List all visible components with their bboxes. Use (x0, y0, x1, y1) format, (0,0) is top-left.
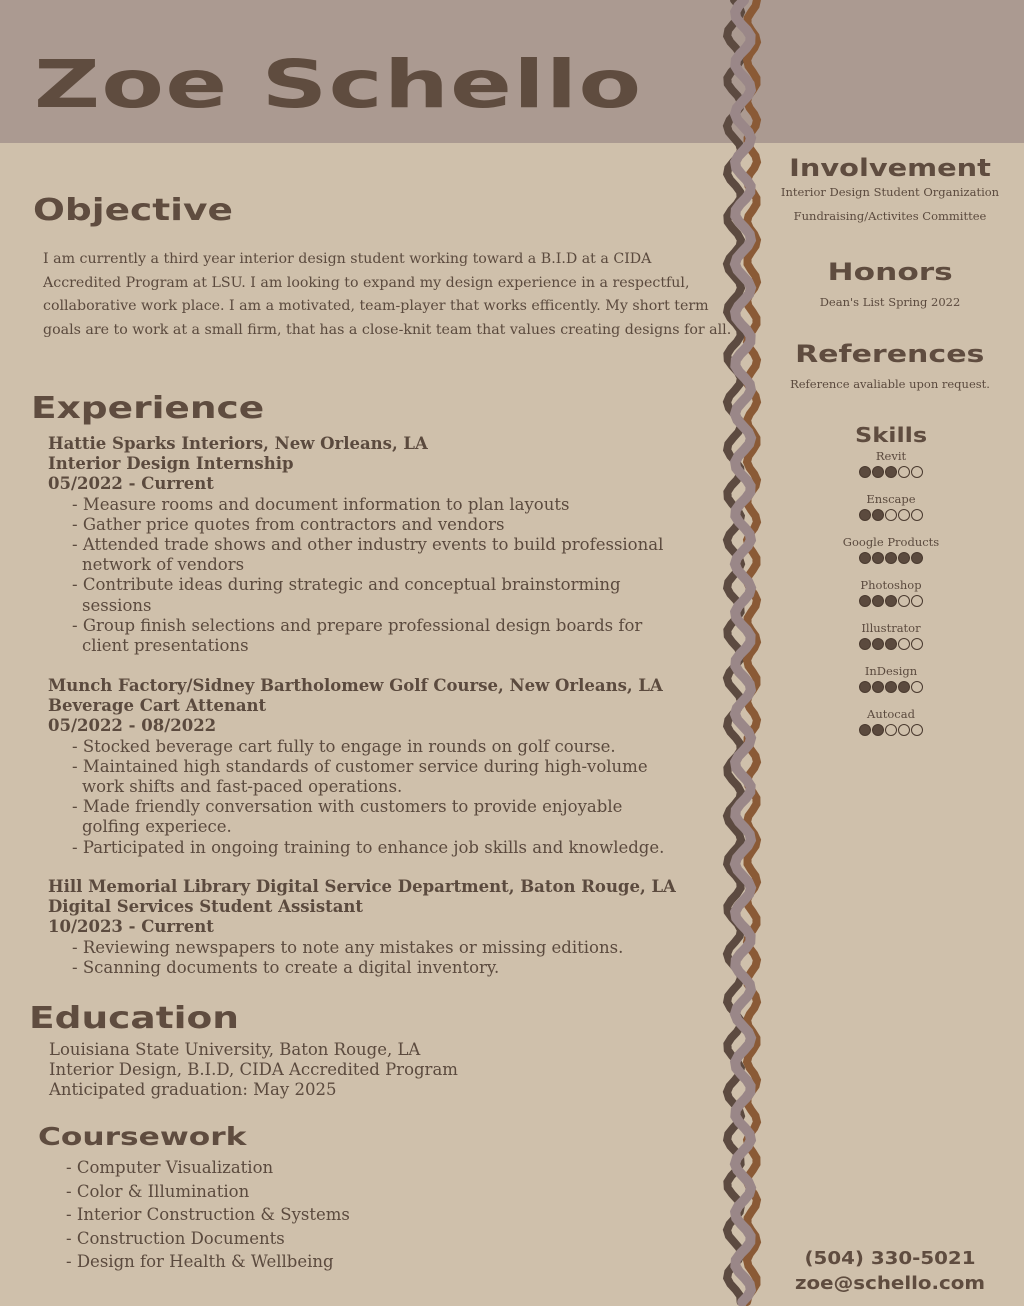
coursework-heading: Coursework (38, 1122, 247, 1151)
education-heading: Education (29, 1001, 239, 1036)
rating-dot-filled (859, 681, 871, 693)
skill-name: Google Products (842, 535, 940, 549)
involvement-item: Interior Design Student Organization (780, 185, 1000, 199)
job-duty: - Maintained high standards of customer service during high-volume work shifts and fast-paced operations. (48, 757, 692, 797)
job-duty: - Contribute ideas during strategic and conceptual brainstorming sessions (48, 575, 662, 615)
contact-block (770, 1246, 1010, 1296)
rating-dot-filled (872, 681, 884, 693)
job-entry (48, 676, 728, 858)
skill-rating (859, 466, 923, 478)
skill-name: Enscape (866, 492, 916, 506)
rating-dot-filled (859, 638, 871, 650)
rating-dot-empty (911, 509, 923, 521)
skill-item (800, 492, 982, 532)
resume-name: Zoe Schello (34, 46, 643, 123)
honors-section (770, 260, 1010, 314)
skill-item (800, 449, 982, 489)
education-graduation: Anticipated graduation: May 2025 (49, 1080, 337, 1100)
rating-dot-filled (872, 509, 884, 521)
references-heading: References (795, 340, 985, 368)
job-duty: - Participated in ongoing training to enhance job skills and knowledge. (48, 838, 728, 858)
skill-rating (859, 509, 923, 521)
course-item: - Computer Visualization (66, 1156, 350, 1180)
job-dates: 05/2022 - Current (48, 474, 214, 494)
course-item: - Construction Documents (66, 1227, 350, 1251)
rating-dot-empty (911, 595, 923, 607)
rating-dot-filled (898, 681, 910, 693)
course-item: - Interior Construction & Systems (66, 1203, 350, 1227)
job-duty: - Attended trade shows and other industry events to build professional network of vendors (48, 535, 702, 575)
rating-dot-empty (911, 724, 923, 736)
skills-heading: Skills (854, 423, 928, 447)
course-item: - Color & Illumination (66, 1180, 350, 1204)
skill-name: Photoshop (860, 578, 922, 592)
skill-item (800, 621, 982, 661)
skill-item (800, 578, 982, 618)
contact-email: zoe@schello.com (794, 1273, 986, 1294)
involvement-section (770, 156, 1010, 228)
references-text: Reference avaliable upon request. (790, 377, 990, 391)
rating-dot-empty (911, 681, 923, 693)
course-item: - Design for Health & Wellbeing (66, 1250, 350, 1274)
rating-dot-empty (885, 509, 897, 521)
honors-heading: Honors (827, 258, 953, 286)
job-duty: - Scanning documents to create a digital inventory. (48, 958, 728, 978)
job-duty: - Group finish selections and prepare professional design boards for client presentations (48, 616, 682, 656)
rating-dot-filled (859, 552, 871, 564)
rating-dot-filled (872, 638, 884, 650)
involvement-item: Fundraising/Activites Committee (793, 209, 987, 223)
skill-rating (859, 638, 923, 650)
job-duty: - Gather price quotes from contractors and vendors (48, 515, 728, 535)
objective-heading: Objective (33, 193, 233, 228)
job-role: Beverage Cart Attenant (48, 696, 267, 716)
job-company: Hill Memorial Library Digital Service Department, Baton Rouge, LA (48, 877, 676, 896)
rating-dot-filled (898, 552, 910, 564)
honors-item: Dean's List Spring 2022 (819, 295, 961, 309)
rating-dot-filled (872, 552, 884, 564)
skill-item (800, 535, 982, 575)
job-duties (48, 495, 728, 657)
rating-dot-filled (885, 595, 897, 607)
rating-dot-filled (885, 681, 897, 693)
rating-dot-empty (885, 724, 897, 736)
job-duty: - Stocked beverage cart fully to engage in rounds on golf course. (48, 737, 728, 757)
rating-dot-empty (898, 466, 910, 478)
rating-dot-filled (872, 466, 884, 478)
rating-dot-filled (885, 638, 897, 650)
skill-rating (859, 552, 923, 564)
rating-dot-empty (911, 466, 923, 478)
rating-dot-filled (859, 595, 871, 607)
coursework-list (66, 1156, 350, 1274)
objective-text: I am currently a third year interior design student working toward a B.I.D at a CIDA Accredited Program at LSU. I am looking to expand my design experience in a respectful, collaborative work place. I am a motivated, team-player that works efficently. My short term goals are to work at a small firm, that has a close-knit team that values creating designs for all. (43, 251, 732, 338)
skill-name: Illustrator (861, 621, 921, 635)
wavy-divider (718, 0, 770, 1306)
job-duties (48, 737, 728, 858)
rating-dot-empty (898, 724, 910, 736)
rating-dot-empty (911, 638, 923, 650)
rating-dot-filled (859, 724, 871, 736)
skills-section (800, 425, 982, 747)
job-role: Digital Services Student Assistant (48, 897, 364, 917)
rating-dot-filled (859, 466, 871, 478)
rating-dot-filled (885, 552, 897, 564)
skill-item (800, 664, 982, 704)
job-dates: 05/2022 - 08/2022 (48, 716, 217, 736)
skill-rating (859, 724, 923, 736)
job-duties (48, 938, 728, 978)
rating-dot-filled (872, 724, 884, 736)
rating-dot-filled (885, 466, 897, 478)
references-section (770, 342, 1010, 396)
job-company: Hattie Sparks Interiors, New Orleans, LA (48, 434, 428, 453)
rating-dot-filled (911, 552, 923, 564)
skill-name: InDesign (864, 664, 918, 678)
rating-dot-filled (872, 595, 884, 607)
job-duty: - Made friendly conversation with customers to provide enjoyable golfing experiece. (48, 797, 672, 837)
job-role: Interior Design Internship (48, 454, 294, 474)
education-degree: Interior Design, B.I.D, CIDA Accredited Program (49, 1060, 458, 1080)
job-company: Munch Factory/Sidney Bartholomew Golf Course, New Orleans, LA (48, 676, 663, 695)
job-entry (48, 877, 728, 978)
job-entry (48, 434, 728, 656)
rating-dot-filled (859, 509, 871, 521)
skill-name: Revit (875, 449, 907, 463)
experience-heading: Experience (31, 391, 265, 426)
skill-item (800, 707, 982, 747)
skill-name: Autocad (867, 707, 915, 721)
education-block (49, 1040, 458, 1101)
rating-dot-empty (898, 595, 910, 607)
contact-phone: (504) 330-5021 (804, 1248, 976, 1269)
skills-list (800, 449, 982, 747)
rating-dot-empty (898, 638, 910, 650)
education-school: Louisiana State University, Baton Rouge, LA (49, 1040, 421, 1059)
skill-rating (859, 595, 923, 607)
job-duty: - Reviewing newspapers to note any mistakes or missing editions. (48, 938, 728, 958)
job-duty: - Measure rooms and document information to plan layouts (48, 495, 728, 515)
rating-dot-empty (898, 509, 910, 521)
skill-rating (859, 681, 923, 693)
involvement-heading: Involvement (789, 154, 991, 182)
job-dates: 10/2023 - Current (48, 917, 214, 937)
